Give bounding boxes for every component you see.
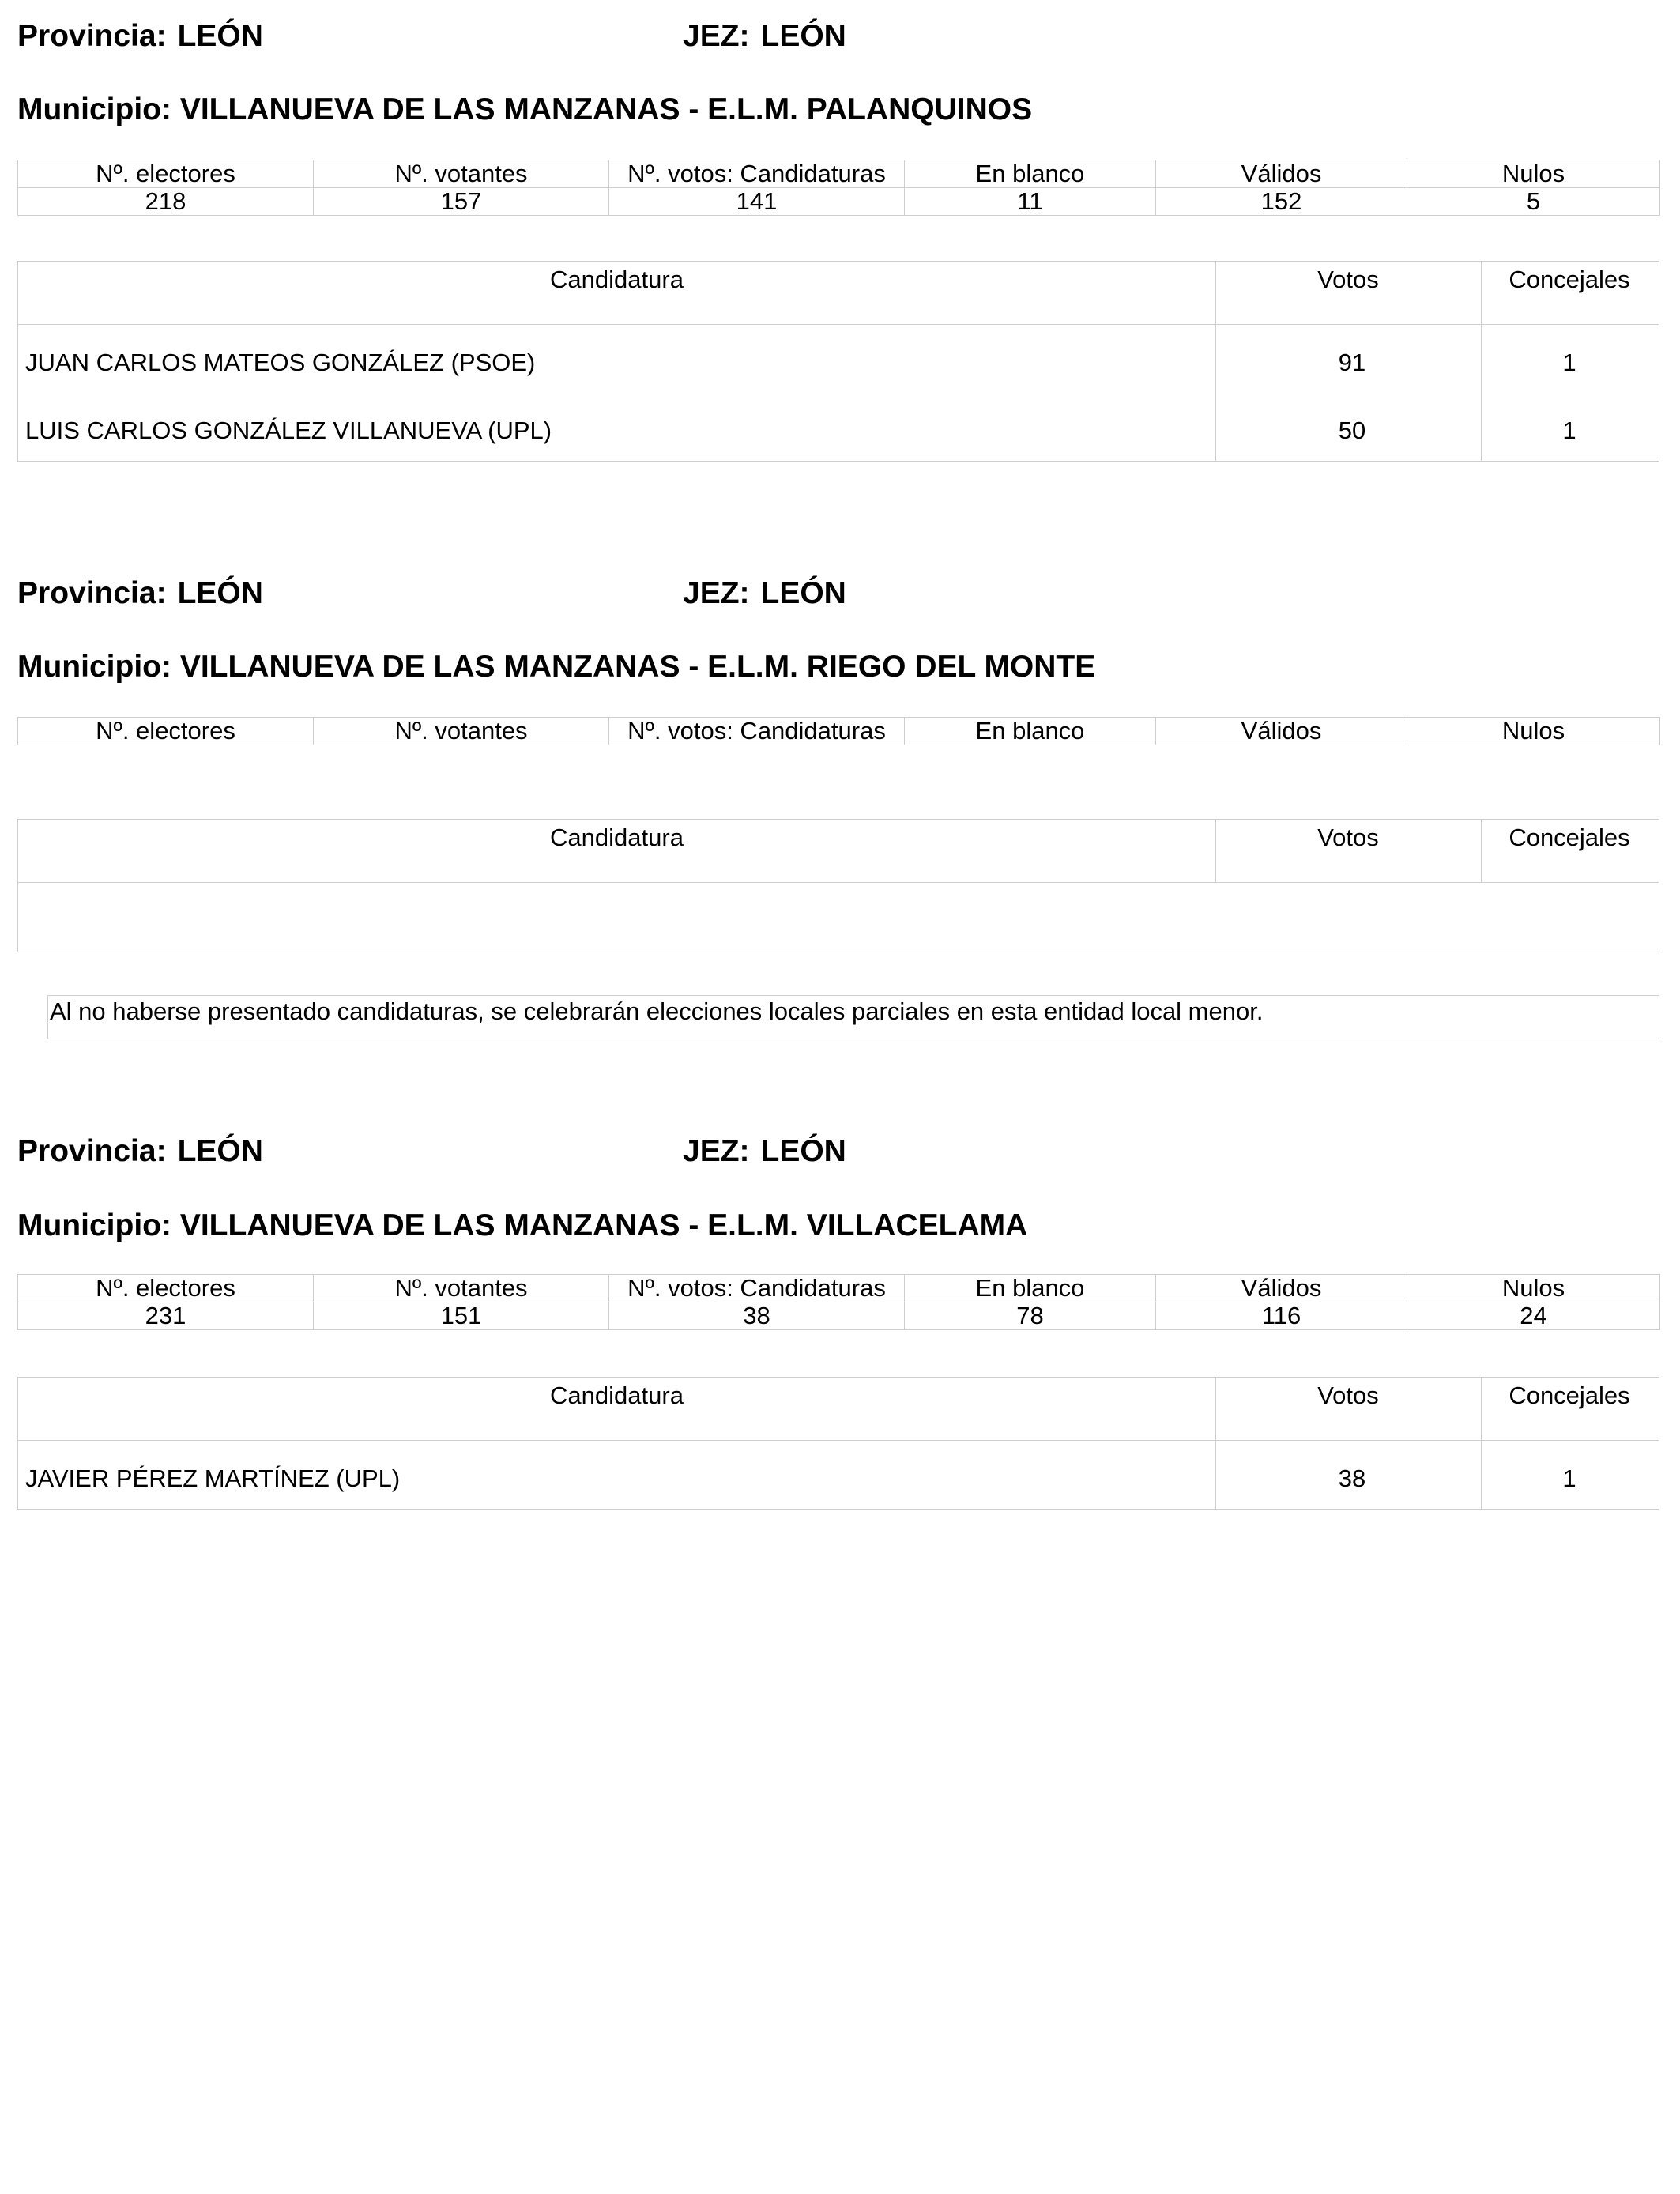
candidates-table	[17, 261, 1659, 462]
stats-table	[17, 160, 1660, 216]
candidates-table	[17, 819, 1659, 952]
stats-value-votantes: 151	[314, 1302, 609, 1330]
jez-line	[683, 21, 846, 51]
stats-value-validos: 152	[1156, 188, 1407, 216]
municipio-line	[17, 94, 1032, 125]
candidate-votos: 50	[1338, 417, 1366, 444]
candidates-header	[18, 820, 1659, 883]
stats-header-electores: Nº. electores	[18, 718, 314, 745]
provincia-value: LEÓN	[177, 1134, 263, 1168]
municipio-value: VILLANUEVA DE LAS MANZANAS - E.L.M. PALANQUINOS	[179, 92, 1033, 126]
header-candidatura: Candidatura	[550, 1382, 684, 1409]
municipio-value: VILLANUEVA DE LAS MANZANAS - E.L.M. RIEGO DEL MONTE	[179, 650, 1096, 684]
municipio-label: Municipio:	[17, 1208, 171, 1242]
jez-line	[683, 1136, 846, 1167]
stats-header-row	[18, 160, 1660, 188]
stats-table	[17, 1274, 1660, 1330]
candidates-header	[18, 1378, 1659, 1441]
header-votos: Votos	[1317, 824, 1379, 851]
stats-header-votantes: Nº. votantes	[314, 160, 609, 188]
stats-header-validos: Válidos	[1156, 160, 1407, 188]
provincia-value: LEÓN	[177, 19, 263, 53]
stats-header-electores: Nº. electores	[18, 160, 314, 188]
stats-header-row	[18, 1275, 1660, 1302]
candidate-concejales: 1	[1562, 1465, 1576, 1492]
table-row	[18, 393, 1659, 461]
stats-header-votos-candidaturas: Nº. votos: Candidaturas	[609, 1275, 905, 1302]
stats-value-votantes: 157	[314, 188, 609, 216]
provincia-label: Provincia:	[17, 576, 167, 610]
stats-value-electores: 231	[18, 1302, 314, 1330]
stats-header-votos-candidaturas: Nº. votos: Candidaturas	[609, 160, 905, 188]
table-row	[18, 325, 1659, 393]
provincia-label: Provincia:	[17, 19, 167, 53]
municipio-line	[17, 651, 1095, 682]
jez-value: LEÓN	[760, 576, 846, 610]
stats-value-row	[18, 188, 1660, 216]
stats-value-row	[18, 1302, 1660, 1330]
header-concejales: Concejales	[1509, 1382, 1630, 1409]
jez-value: LEÓN	[760, 19, 846, 53]
jez-line	[683, 578, 846, 609]
stats-header-nulos: Nulos	[1407, 1275, 1660, 1302]
candidates-body	[18, 325, 1659, 461]
candidate-name: LUIS CARLOS GONZÁLEZ VILLANUEVA (UPL)	[25, 417, 552, 444]
header-candidatura: Candidatura	[550, 824, 684, 851]
candidate-concejales: 1	[1562, 349, 1576, 376]
candidates-body-empty	[18, 883, 1659, 951]
stats-header-votantes: Nº. votantes	[314, 718, 609, 745]
stats-header-votos-candidaturas: Nº. votos: Candidaturas	[609, 718, 905, 745]
stats-header-row	[18, 718, 1660, 745]
jez-label: JEZ:	[683, 576, 750, 610]
stats-value-votos-candidaturas: 141	[609, 188, 905, 216]
candidate-name: JAVIER PÉREZ MARTÍNEZ (UPL)	[25, 1465, 401, 1492]
stats-header-en-blanco: En blanco	[905, 1275, 1156, 1302]
header-candidatura: Candidatura	[550, 266, 684, 293]
stats-header-en-blanco: En blanco	[905, 718, 1156, 745]
jez-value: LEÓN	[760, 1134, 846, 1168]
stats-value-nulos: 24	[1407, 1302, 1660, 1330]
provincia-label: Provincia:	[17, 1134, 167, 1168]
candidate-votos: 91	[1338, 349, 1366, 376]
stats-header-validos: Válidos	[1156, 1275, 1407, 1302]
jez-label: JEZ:	[683, 1134, 750, 1168]
header-concejales: Concejales	[1509, 824, 1630, 851]
stats-header-electores: Nº. electores	[18, 1275, 314, 1302]
jez-label: JEZ:	[683, 19, 750, 53]
provincia-value: LEÓN	[177, 576, 263, 610]
provincia-line	[17, 1136, 263, 1167]
provincia-line	[17, 21, 263, 51]
stats-value-nulos: 5	[1407, 188, 1660, 216]
stats-header-en-blanco: En blanco	[905, 160, 1156, 188]
stats-value-en-blanco: 11	[905, 188, 1156, 216]
stats-value-validos: 116	[1156, 1302, 1407, 1330]
municipio-label: Municipio:	[17, 650, 171, 684]
stats-header-votantes: Nº. votantes	[314, 1275, 609, 1302]
candidate-name: JUAN CARLOS MATEOS GONZÁLEZ (PSOE)	[25, 349, 536, 376]
header-votos: Votos	[1317, 1382, 1379, 1409]
candidates-table	[17, 1377, 1659, 1510]
stats-header-validos: Válidos	[1156, 718, 1407, 745]
candidates-body	[18, 1441, 1659, 1509]
stats-header-nulos: Nulos	[1407, 160, 1660, 188]
stats-value-votos-candidaturas: 38	[609, 1302, 905, 1330]
candidate-concejales: 1	[1562, 417, 1576, 444]
candidates-header	[18, 262, 1659, 325]
municipio-label: Municipio:	[17, 92, 171, 126]
stats-value-en-blanco: 78	[905, 1302, 1156, 1330]
header-votos: Votos	[1317, 266, 1379, 293]
candidate-votos: 38	[1338, 1465, 1366, 1492]
stats-value-electores: 218	[18, 188, 314, 216]
municipio-value: VILLANUEVA DE LAS MANZANAS - E.L.M. VILLACELAMA	[179, 1208, 1028, 1242]
municipio-line	[17, 1210, 1027, 1241]
provincia-line	[17, 578, 263, 609]
stats-header-nulos: Nulos	[1407, 718, 1660, 745]
stats-table	[17, 717, 1660, 745]
header-concejales: Concejales	[1509, 266, 1630, 293]
table-row	[18, 1441, 1659, 1509]
notice-box: Al no haberse presentado candidaturas, se celebrarán elecciones locales parciales en esta entidad local menor.	[47, 995, 1659, 1039]
